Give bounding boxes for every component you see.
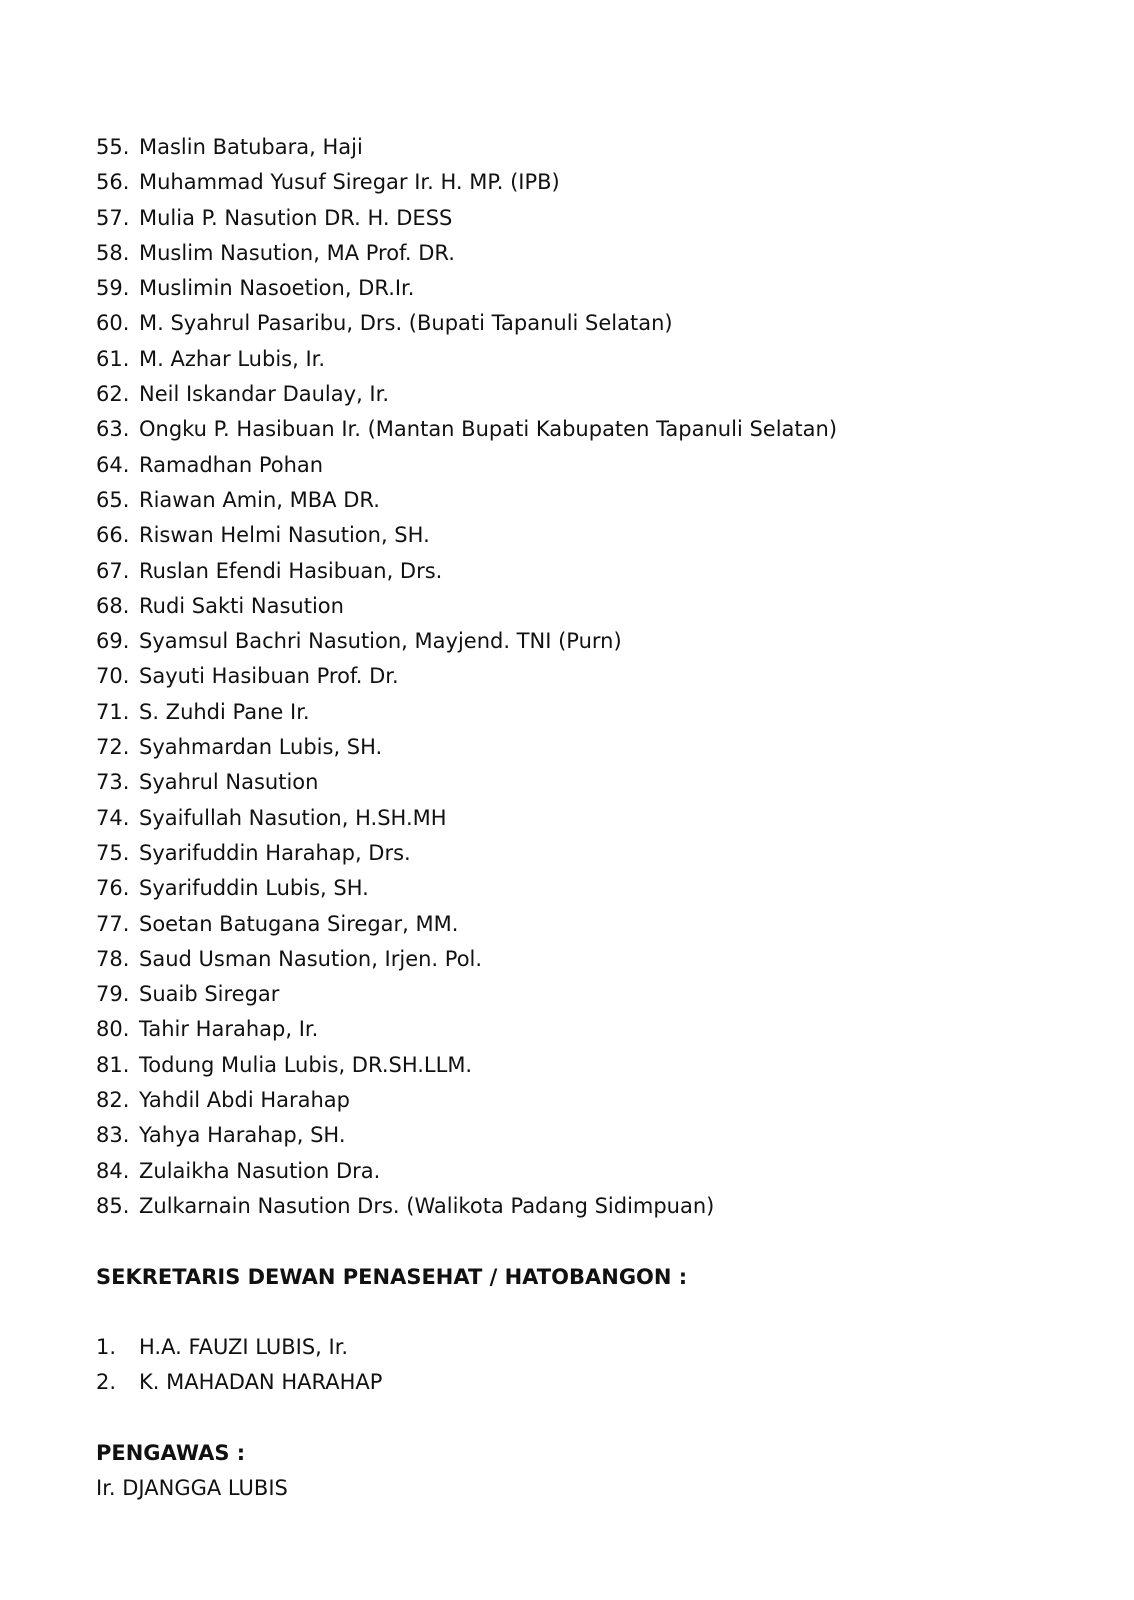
list-item [96, 765, 1076, 800]
list-item-name: Yahdil Abdi Harahap [139, 1088, 350, 1113]
list-item-name: Syahmardan Lubis, SH. [139, 735, 383, 760]
list-item [96, 165, 1076, 200]
list-item-name: Syahrul Nasution [139, 770, 319, 795]
list-item-name: Maslin Batubara, Haji [139, 135, 363, 159]
list-item-name: Riawan Amin, MBA DR. [139, 487, 380, 512]
list-item-number: 72. [96, 735, 130, 760]
list-item-name: Syarifuddin Lubis, SH. [139, 876, 369, 901]
list-item [96, 624, 1076, 659]
list-item-name: Muslim Nasution, MA Prof. DR. [139, 240, 455, 265]
list-item-name: Muslimin Nasoetion, DR.Ir. [139, 276, 415, 301]
list-item-number: 77. [96, 911, 130, 936]
list-item-name: M. Azhar Lubis, Ir. [139, 346, 326, 371]
list-item-number: 57. [96, 205, 130, 230]
list-item-name: Zulaikha Nasution Dra. [139, 1158, 381, 1183]
list-item-number: 68. [96, 593, 130, 618]
list-item-number: 66. [96, 523, 130, 548]
list-item-number: 63. [96, 417, 130, 442]
list-item [96, 306, 1076, 341]
supervisor-heading: PENGAWAS : [96, 1440, 246, 1465]
list-item-number: 85. [96, 1193, 130, 1218]
list-item-number: 56. [96, 170, 130, 195]
list-item [96, 659, 1076, 694]
list-item-name: Riswan Helmi Nasution, SH. [139, 523, 430, 548]
list-item-name: M. Syahrul Pasaribu, Drs. (Bupati Tapanuli Selatan) [139, 311, 673, 336]
list-item [96, 942, 1076, 977]
list-item-name: H.A. FAUZI LUBIS, Ir. [139, 1335, 349, 1360]
list-item [96, 871, 1076, 906]
list-item-number: 83. [96, 1123, 130, 1148]
list-item [96, 977, 1076, 1012]
list-item [96, 1330, 1076, 1365]
list-item-name: Syamsul Bachri Nasution, Mayjend. TNI (Purn) [139, 629, 622, 654]
secretary-list [96, 1330, 1076, 1401]
list-item-number: 76. [96, 876, 130, 901]
list-item-name: Mulia P. Nasution DR. H. DESS [139, 205, 453, 230]
list-item-name: Yahya Harahap, SH. [139, 1123, 346, 1148]
list-item [96, 1048, 1076, 1083]
list-item-name: Ongku P. Hasibuan Ir. (Mantan Bupati Kabupaten Tapanuli Selatan) [139, 417, 838, 442]
list-item [96, 695, 1076, 730]
list-item [96, 236, 1076, 271]
list-item [96, 589, 1076, 624]
list-item-number: 62. [96, 382, 130, 407]
list-item-number: 78. [96, 946, 130, 971]
list-item-number: 71. [96, 699, 130, 724]
list-item-name: Rudi Sakti Nasution [139, 593, 344, 618]
list-item [96, 518, 1076, 553]
list-item-number: 61. [96, 346, 130, 371]
list-item [96, 1154, 1076, 1189]
list-item-name: Zulkarnain Nasution Drs. (Walikota Padang Sidimpuan) [139, 1193, 715, 1218]
list-item-name: Tahir Harahap, Ir. [139, 1017, 319, 1042]
list-item [96, 1083, 1076, 1118]
list-item-name: Neil Iskandar Daulay, Ir. [139, 382, 389, 407]
list-item-number: 1. [96, 1335, 117, 1360]
list-item-name: Syarifuddin Harahap, Drs. [139, 840, 411, 865]
list-item-number: 73. [96, 770, 130, 795]
secretary-heading: SEKRETARIS DEWAN PENASEHAT / HATOBANGON : [96, 1264, 688, 1289]
list-item-number: 70. [96, 664, 130, 689]
list-item-number: 79. [96, 982, 130, 1007]
list-item-number: 84. [96, 1158, 130, 1183]
list-item [96, 377, 1076, 412]
spacer [96, 1224, 1076, 1259]
list-item [96, 448, 1076, 483]
list-item-name: Todung Mulia Lubis, DR.SH.LLM. [139, 1052, 473, 1077]
spacer [96, 1295, 1076, 1330]
supervisor-name: Ir. DJANGGA LUBIS [96, 1476, 288, 1501]
list-item-number: 80. [96, 1017, 130, 1042]
list-item-number: 60. [96, 311, 130, 336]
list-item-name: Muhammad Yusuf Siregar Ir. H. MP. (IPB) [139, 170, 560, 195]
list-item [96, 1118, 1076, 1153]
list-item-number: 82. [96, 1088, 130, 1113]
list-item-name: Syaifullah Nasution, H.SH.MH [139, 805, 447, 830]
list-item-name: Ruslan Efendi Hasibuan, Drs. [139, 558, 443, 583]
list-item [96, 836, 1076, 871]
document-content [96, 130, 1076, 1507]
list-item-name: Ramadhan Pohan [139, 452, 324, 477]
list-item-number: 69. [96, 629, 130, 654]
list-item-number: 65. [96, 487, 130, 512]
list-item-number: 2. [96, 1370, 117, 1395]
list-item-name: S. Zuhdi Pane Ir. [139, 699, 310, 724]
list-item [96, 342, 1076, 377]
list-item [96, 907, 1076, 942]
list-item-number: 59. [96, 276, 130, 301]
list-item [96, 554, 1076, 589]
list-item-name: Saud Usman Nasution, Irjen. Pol. [139, 946, 483, 971]
list-item [96, 1365, 1076, 1400]
list-item-number: 75. [96, 840, 130, 865]
list-item [96, 201, 1076, 236]
list-item-name: K. MAHADAN HARAHAP [139, 1370, 383, 1395]
list-item [96, 801, 1076, 836]
list-item-name: Suaib Siregar [139, 982, 280, 1007]
spacer [96, 1401, 1076, 1436]
list-item [96, 412, 1076, 447]
list-item [96, 1189, 1076, 1224]
list-item [96, 1012, 1076, 1047]
list-item [96, 483, 1076, 518]
list-item [96, 271, 1076, 306]
list-item-number: 67. [96, 558, 130, 583]
list-item [96, 130, 1076, 165]
members-list [96, 130, 1076, 1224]
list-item-name: Soetan Batugana Siregar, MM. [139, 911, 459, 936]
list-item-number: 58. [96, 240, 130, 265]
list-item-number: 55. [96, 135, 130, 159]
list-item-number: 81. [96, 1052, 130, 1077]
list-item-name: Sayuti Hasibuan Prof. Dr. [139, 664, 399, 689]
list-item-number: 74. [96, 805, 130, 830]
list-item-number: 64. [96, 452, 130, 477]
list-item [96, 730, 1076, 765]
